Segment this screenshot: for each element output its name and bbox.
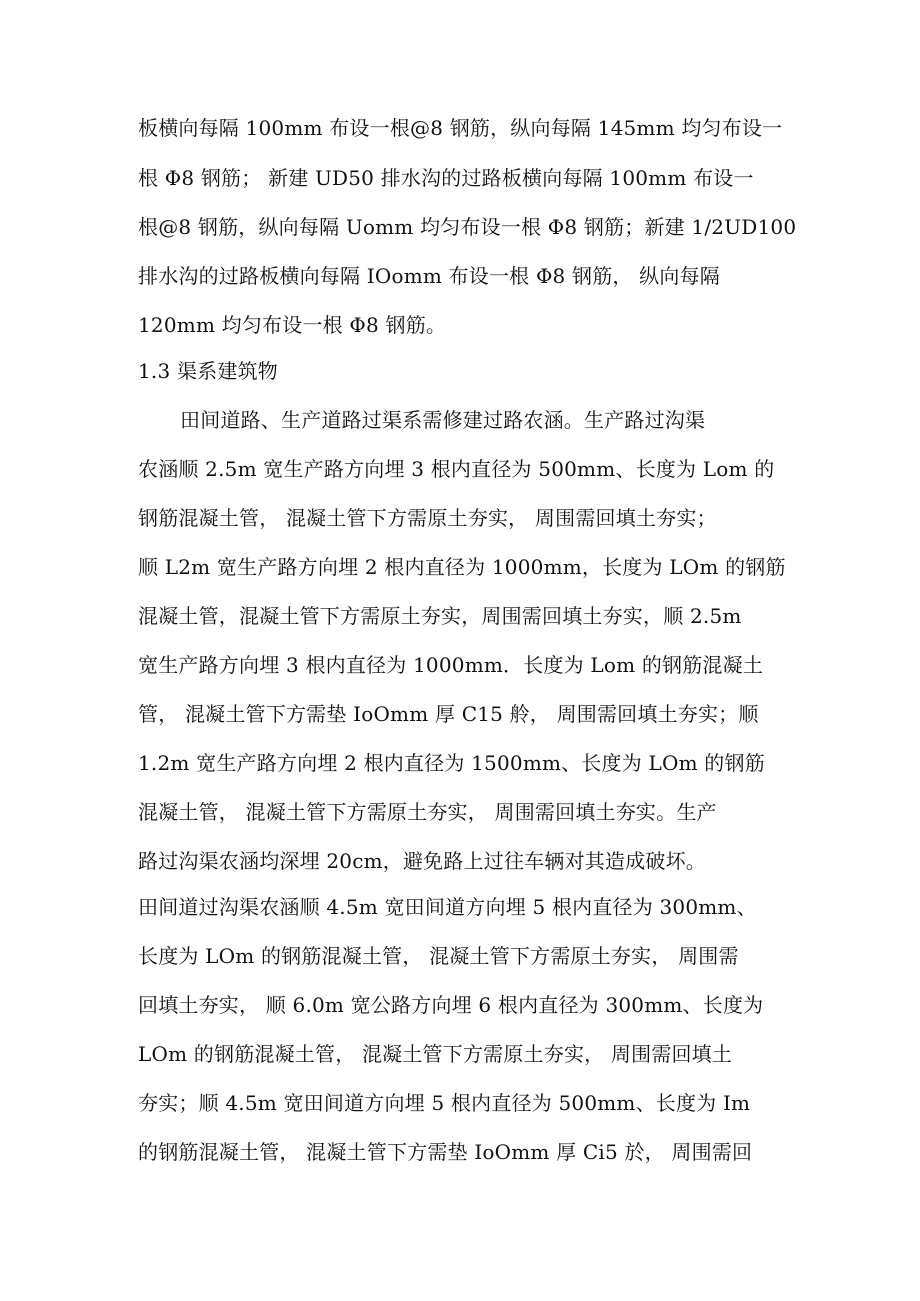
text-line: 田间道路、生产道路过渠系需修建过路农涵。生产路过沟渠 xyxy=(180,408,706,432)
text-line: 长度为 LOm 的钢筋混凝土管， 混凝土管下方需原土夯实， 周围需 xyxy=(138,944,739,968)
text-line: 宽生产路方向埋 3 根内直径为 1000mm．长度为 Lom 的钢筋混凝土 xyxy=(138,653,764,677)
text-line: 板横向每隔 100mm 布设一根@8 钢筋，纵向每隔 145mm 均匀布设一 xyxy=(138,116,783,140)
text-line: 回填土夯实， 顺 6.0m 宽公路方向埋 6 根内直径为 300mm、长度为 xyxy=(138,993,764,1017)
text-line: 田间道过沟渠农涵顺 4.5m 宽田间道方向埋 5 根内直径为 300mm、 xyxy=(138,895,757,919)
text-line: 根@8 钢筋，纵向每隔 Uomm 均匀布设一根 Φ8 钢筋；新建 1/2UD100 xyxy=(138,215,797,239)
text-line: 混凝土管，混凝土管下方需原土夯实，周围需回填土夯实，顺 2.5m xyxy=(138,604,742,628)
text-line: 顺 L2m 宽生产路方向埋 2 根内直径为 1000mm，长度为 LOm 的钢筋 xyxy=(138,555,786,579)
text-line: LOm 的钢筋混凝土管， 混凝土管下方需原土夯实， 周围需回填土 xyxy=(138,1042,733,1066)
text-line: 排水沟的过路板横向每隔 IOomm 布设一根 Φ8 钢筋， 纵向每隔 xyxy=(138,264,720,288)
section-heading: 1.3 渠系建筑物 xyxy=(138,359,278,383)
text-line: 钢筋混凝土管， 混凝土管下方需原土夯实， 周围需回填土夯实； xyxy=(138,506,717,530)
text-line: 农涵顺 2.5m 宽生产路方向埋 3 根内直径为 500mm、长度为 Lom 的 xyxy=(138,457,775,481)
text-line: 混凝土管， 混凝土管下方需原土夯实， 周围需回填土夯实。生产 xyxy=(138,800,717,824)
text-line: 路过沟渠农涵均深埋 20cm，避免路上过往车辆对其造成破坏。 xyxy=(138,849,706,873)
text-line: 夯实；顺 4.5m 宽田间道方向埋 5 根内直径为 500mm、长度为 Im xyxy=(138,1091,751,1115)
text-line: 的钢筋混凝土管， 混凝土管下方需垫 IoOmm 厚 Ci5 於， 周围需回 xyxy=(138,1140,753,1164)
text-line: 1.2m 宽生产路方向埋 2 根内直径为 1500mm、长度为 LOm 的钢筋 xyxy=(138,751,765,775)
text-line: 120mm 均匀布设一根 Φ8 钢筋。 xyxy=(138,313,447,337)
text-line: 根 Φ8 钢筋； 新建 UD50 排水沟的过路板横向每隔 100mm 布设一 xyxy=(138,166,754,190)
text-line: 管， 混凝土管下方需垫 IoOmm 厚 C15 舲， 周围需回填土夯实；顺 xyxy=(138,702,759,726)
